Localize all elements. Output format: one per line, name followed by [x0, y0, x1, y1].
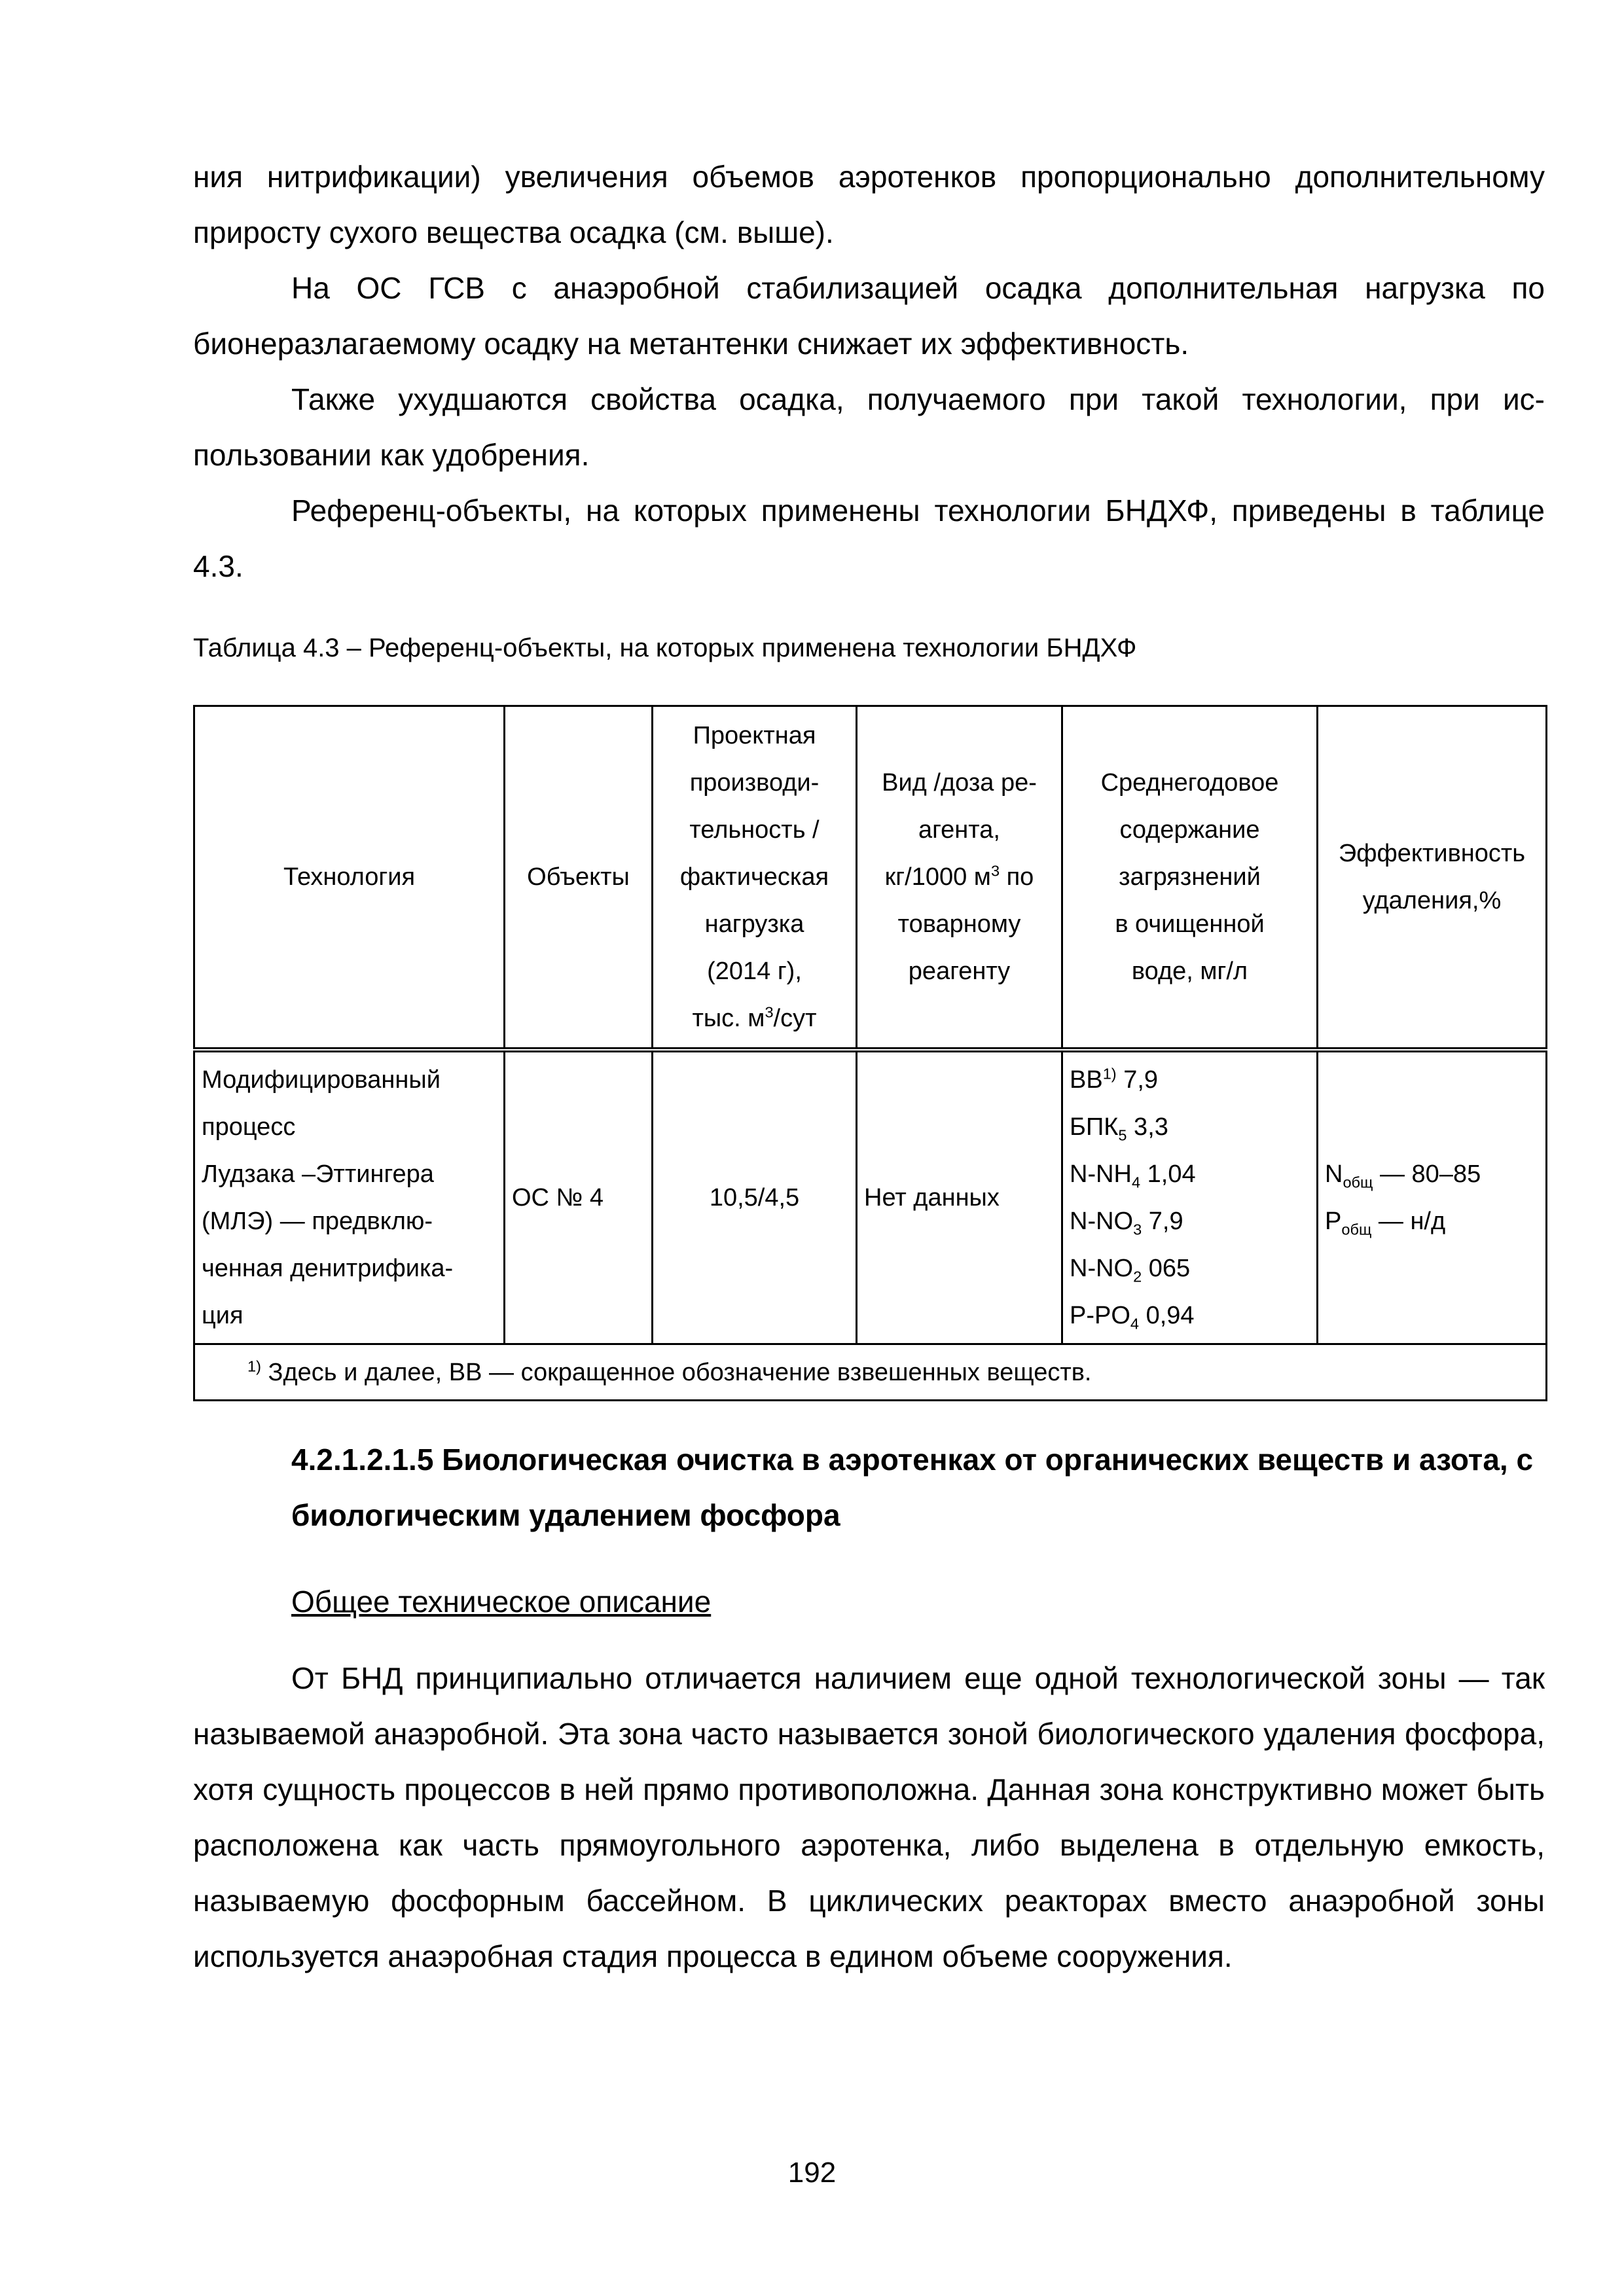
- cell-concentration: [1062, 1050, 1318, 1344]
- section-body-paragraph: От БНД принципиально отличается наличием еще одной технологической зоны — так называемой анаэробной. Эта зона часто называется зоной биологического удаления фосфора, хотя сущность процессов в ней прямо противоположна. Данная зона конструктивно может быть расположена как часть прямоугольного аэротенка, либо выделена в отдельную емкость, называемую фосфорным бассейном. В циклических реакторах вместо анаэробной зоны используется анаэробная стадия процесса в едином объеме сооружения.: [193, 1661, 1545, 1973]
- concentration-item: ВВ$^{1)}$ 7,9: [1070, 1065, 1159, 1094]
- header-concentration-line: воде, мг/л: [1131, 957, 1248, 985]
- header-reagent-line: агента,: [918, 816, 1000, 844]
- header-reagent-unit: кг/1000 $м^3$ по: [884, 862, 1034, 891]
- paragraph-2: На ОС ГСВ с анаэробной стабилизацией осадка дополнительная нагрузка по бионеразлагаемому осадку на метантенки снижает их эффективность.: [193, 271, 1545, 361]
- efficiency-item: $P_{общ}$ — н/д: [1325, 1207, 1446, 1238]
- paragraph-1: ния нитрификации) увеличения объемов аэротенков пропорционально дополнительному приросту сухого вещества осадка (см. выше).: [193, 160, 1545, 249]
- header-reagent-line: реагенту: [908, 957, 1011, 985]
- concentration-item: $БПК_5$ 3,3: [1070, 1113, 1168, 1144]
- footnote-mark: 1): [247, 1357, 261, 1374]
- page-number: 192: [787, 2157, 837, 2189]
- cell-technology-line: ченная денитрифика-: [202, 1254, 454, 1282]
- paragraph-3: Также ухудшаются свойства осадка, получаемого при такой технологии, при использовании как удобрения.: [193, 382, 1545, 472]
- header-efficiency-line: удаления,%: [1362, 886, 1502, 914]
- cell-technology-line: (МЛЭ) — предвклю-: [202, 1207, 433, 1235]
- table-footnote-row: [194, 1344, 1547, 1401]
- header-capacity-line: нагрузка: [704, 910, 804, 938]
- concentration-item: $N-NO_3$ 7,9: [1070, 1207, 1183, 1238]
- cell-objects: ОС № 4: [505, 1050, 653, 1344]
- table-caption: Таблица 4.3 – Референц-объекты, на которых применена технологии БНДХФ: [193, 634, 1137, 662]
- header-capacity-line: (2014 г),: [707, 957, 802, 985]
- concentration-item: $N-NO_2$ 065: [1070, 1254, 1191, 1285]
- cell-technology: [194, 1050, 505, 1344]
- header-technology: Технология: [194, 706, 505, 1050]
- header-concentration: [1062, 706, 1318, 1050]
- header-reagent-line: товарному: [897, 910, 1021, 938]
- header-capacity: [653, 706, 857, 1050]
- table-row: [194, 1050, 1547, 1344]
- header-efficiency-line: Эффективность: [1338, 839, 1526, 867]
- header-capacity-line: Проектная: [693, 721, 816, 749]
- section-heading: 4.2.1.2.1.5 Биологическая очистка в аэротенках от органических веществ и азота, с биологическим удалением фосфора: [291, 1443, 1534, 1532]
- cell-technology-line: Лудзака –Эттингера: [202, 1160, 434, 1188]
- header-capacity-line: производи-: [689, 768, 820, 797]
- header-reagent: [857, 706, 1062, 1050]
- concentration-item: $P-PO_4$ 0,94: [1070, 1301, 1195, 1333]
- header-efficiency: [1318, 706, 1547, 1050]
- header-concentration-line: содержание: [1119, 816, 1260, 844]
- concentration-item: $N-NH_4$ 1,04: [1070, 1160, 1196, 1191]
- efficiency-item: $N_{общ}$ — 80–85: [1325, 1160, 1481, 1191]
- reference-objects-table: [193, 705, 1547, 1401]
- cell-technology-line: процесс: [202, 1113, 296, 1141]
- paragraph-4: Референц-объекты, на которых применены технологии БНДХФ, приведены в таблице 4.3.: [193, 493, 1545, 583]
- section-subheading: Общее техническое описание: [291, 1585, 712, 1619]
- header-capacity-unit: тыс. $м^3$/сут: [692, 1003, 817, 1032]
- header-objects: Объекты: [505, 706, 653, 1050]
- header-reagent-line: Вид /доза ре-: [882, 768, 1037, 797]
- cell-capacity: 10,5/4,5: [653, 1050, 857, 1344]
- table-header-row: [194, 706, 1547, 1050]
- footnote-text: Здесь и далее, ВВ — сокращенное обозначение взвешенных веществ.: [261, 1358, 1092, 1386]
- cell-efficiency: [1318, 1050, 1547, 1344]
- header-concentration-line: Среднегодовое: [1100, 768, 1279, 797]
- header-concentration-line: загрязнений: [1119, 863, 1261, 891]
- cell-technology-line: ция: [202, 1301, 244, 1329]
- header-capacity-line: фактическая: [679, 863, 829, 891]
- header-concentration-line: в очищенной: [1115, 910, 1265, 938]
- table-footnote: [194, 1344, 1547, 1401]
- header-capacity-line: тельность /: [689, 816, 820, 844]
- cell-reagent: Нет данных: [857, 1050, 1062, 1344]
- cell-technology-line: Модифицированный: [202, 1066, 441, 1094]
